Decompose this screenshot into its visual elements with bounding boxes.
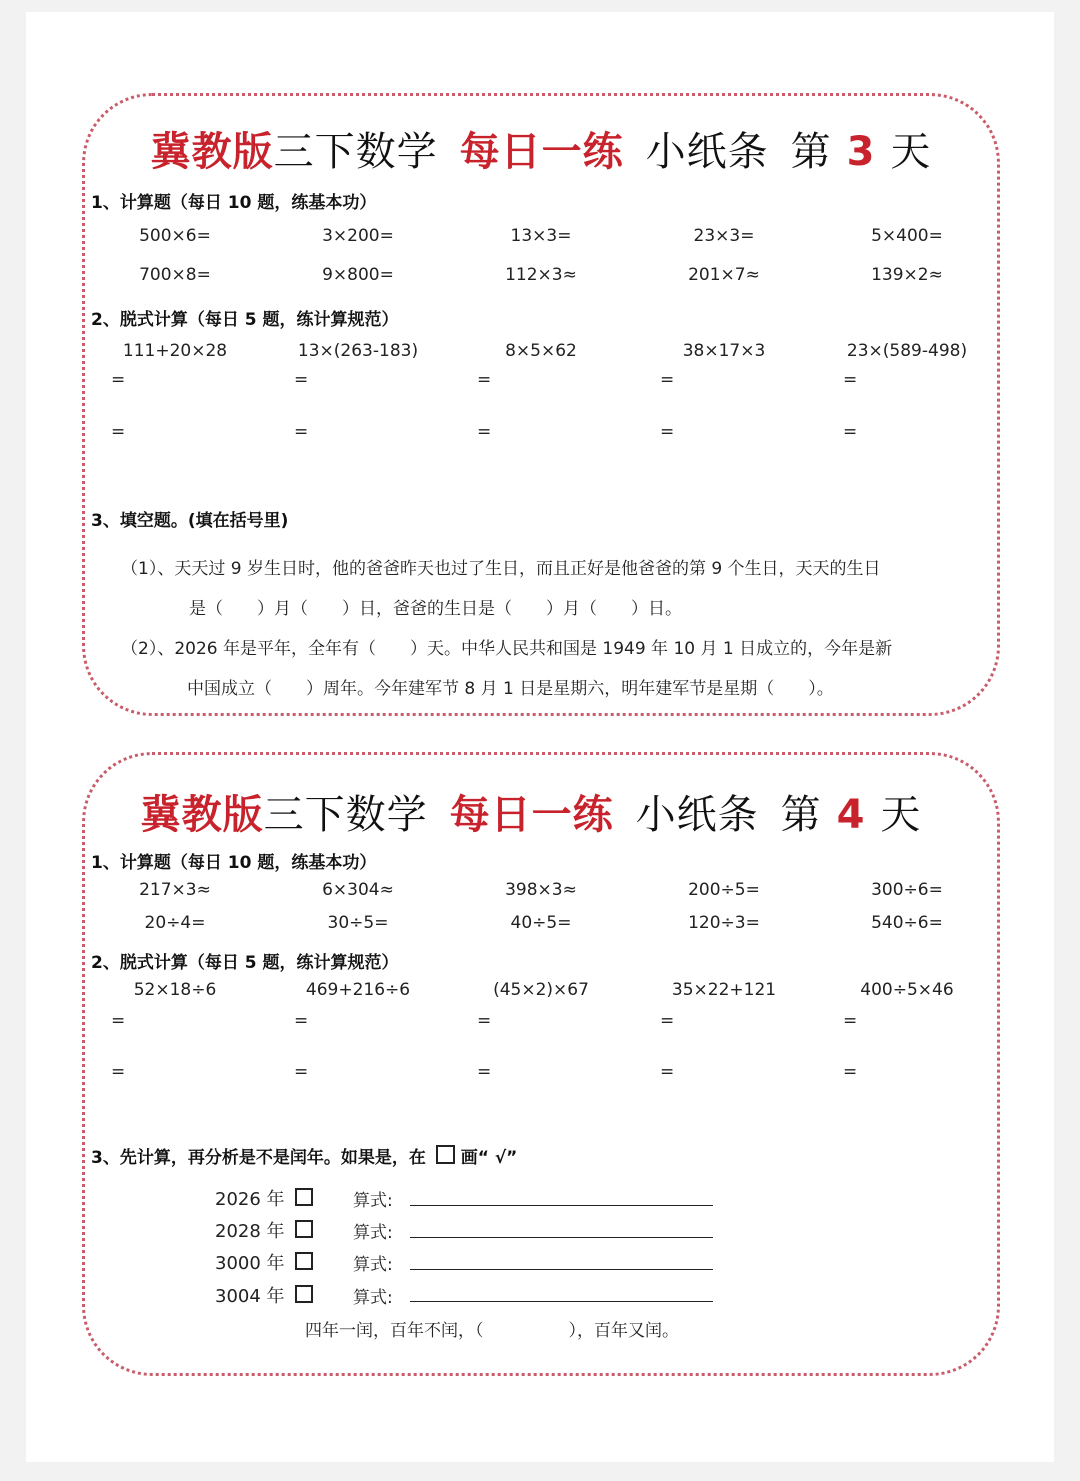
tuoshi-item: (45×2)×67: [493, 980, 589, 1000]
tuoshi-item: 8×5×62: [505, 341, 577, 361]
title-day-number: 3: [846, 129, 876, 175]
tuoshi-item: 38×17×3: [682, 341, 766, 361]
year-row: [215, 1249, 313, 1275]
section-fill-heading: 3、填空题。(填在括号里): [91, 511, 289, 531]
section-tuoshi-heading: 2、脱式计算（每日 5 题，练计算规范）: [91, 953, 399, 973]
equals-sign: =: [294, 422, 309, 442]
year-checkbox[interactable]: [295, 1220, 313, 1238]
formula-label: 算式:: [353, 1288, 393, 1308]
title-subject: 三下数学: [263, 792, 428, 838]
tuoshi-item: 111+20×28: [122, 341, 228, 361]
tuoshi-item: 35×22+121: [671, 980, 777, 1000]
calc-item: 300÷6=: [871, 880, 943, 900]
calc-item: 217×3≈: [139, 880, 211, 900]
tuoshi-item: 23×(589-498): [846, 341, 968, 361]
leapyear-rhyme: 四年一闰，百年不闰，（ ），百年又闰。: [305, 1321, 679, 1341]
equals-sign: =: [111, 1011, 126, 1031]
equals-sign: =: [660, 1062, 675, 1082]
day4-card: [82, 752, 1000, 1376]
equals-sign: =: [294, 370, 309, 390]
equals-sign: =: [111, 1062, 126, 1082]
tuoshi-item: 13×(263-183): [297, 341, 419, 361]
calc-item: 201×7≈: [688, 265, 760, 285]
year-row: [215, 1185, 313, 1211]
calc-item: 5×400=: [871, 226, 943, 246]
title-daily: 每日一练: [449, 792, 614, 838]
year-row: [215, 1282, 313, 1308]
calc-item: 540÷6=: [871, 913, 943, 933]
leapyear-instruction-tail: 画“ √”: [460, 1148, 518, 1168]
question-1-line1: （1）、天天过 9 岁生日时，他的爸爸昨天也过了生日，而且正好是他爸爸的第 9 个生日，天天的生日: [121, 559, 881, 579]
formula-answer-line[interactable]: [410, 1205, 713, 1206]
calc-item: 13×3=: [510, 226, 572, 246]
calc-item: 40÷5=: [510, 913, 572, 933]
title-tian: 天: [880, 792, 922, 838]
formula-label: 算式:: [353, 1191, 393, 1211]
equals-sign: =: [843, 1011, 858, 1031]
year-label: 3004 年: [215, 1286, 285, 1307]
title-daily: 每日一练: [459, 129, 624, 175]
equals-sign: =: [660, 422, 675, 442]
title-publisher: 冀教版: [140, 792, 264, 838]
calc-item: 398×3≈: [505, 880, 577, 900]
calc-item: 20÷4=: [144, 913, 206, 933]
section-calc-heading: 1、计算题（每日 10 题，练基本功）: [91, 853, 377, 873]
formula-label: 算式:: [353, 1255, 393, 1275]
section-leapyear-heading: [91, 1143, 517, 1168]
year-label: 2026 年: [215, 1189, 285, 1210]
calc-item: 700×8=: [139, 265, 211, 285]
equals-sign: =: [111, 370, 126, 390]
section-tuoshi-heading: 2、脱式计算（每日 5 题，练计算规范）: [91, 310, 399, 330]
equals-sign: =: [294, 1062, 309, 1082]
year-checkbox[interactable]: [295, 1285, 313, 1303]
day4-title: [65, 783, 997, 840]
title-subject: 三下数学: [273, 129, 438, 175]
equals-sign: =: [477, 1011, 492, 1031]
title-publisher: 冀教版: [150, 129, 274, 175]
tuoshi-item: 52×18÷6: [133, 980, 217, 1000]
calc-item: 9×800=: [322, 265, 394, 285]
year-label: 3000 年: [215, 1253, 285, 1274]
year-row: [215, 1217, 313, 1243]
year-checkbox[interactable]: [295, 1252, 313, 1270]
equals-sign: =: [660, 1011, 675, 1031]
equals-sign: =: [477, 1062, 492, 1082]
checkbox-icon: [436, 1145, 455, 1164]
year-label: 2028 年: [215, 1221, 285, 1242]
calc-item: 120÷3=: [688, 913, 760, 933]
formula-label: 算式:: [353, 1223, 393, 1243]
day3-card: [82, 93, 1000, 716]
calc-item: 112×3≈: [505, 265, 577, 285]
tuoshi-item: 400÷5×46: [860, 980, 954, 1000]
title-di: 第: [780, 792, 822, 838]
section-calc-heading: 1、计算题（每日 10 题，练基本功）: [91, 193, 377, 213]
formula-answer-line[interactable]: [410, 1301, 713, 1302]
title-tian: 天: [890, 129, 932, 175]
year-checkbox[interactable]: [295, 1188, 313, 1206]
equals-sign: =: [477, 422, 492, 442]
title-note: 小纸条: [635, 792, 759, 838]
title-day-number: 4: [836, 792, 866, 838]
equals-sign: =: [477, 370, 492, 390]
calc-item: 500×6=: [139, 226, 211, 246]
calc-item: 200÷5=: [688, 880, 760, 900]
equals-sign: =: [111, 422, 126, 442]
calc-item: 30÷5=: [327, 913, 389, 933]
equals-sign: =: [843, 422, 858, 442]
question-1-line2: 是（ ）月（ ）日，爸爸的生日是（ ）月（ ）日。: [189, 599, 682, 619]
calc-item: 3×200=: [322, 226, 394, 246]
calc-item: 23×3=: [693, 226, 755, 246]
formula-answer-line[interactable]: [410, 1237, 713, 1238]
equals-sign: =: [294, 1011, 309, 1031]
question-2-line2: 中国成立（ ）周年。今年建军节 8 月 1 日是星期六，明年建军节是星期（ ）。: [187, 679, 834, 699]
formula-answer-line[interactable]: [410, 1269, 713, 1270]
calc-item: 6×304≈: [322, 880, 394, 900]
question-2-line1: （2）、2026 年是平年，全年有（ ）天。中华人民共和国是 1949 年 10 月 1 日成立的，今年是新: [121, 639, 893, 659]
tuoshi-item: 469+216÷6: [305, 980, 411, 1000]
equals-sign: =: [660, 370, 675, 390]
leapyear-instruction: 3、先计算，再分析是不是闰年。如果是，在: [91, 1148, 426, 1168]
calc-item: 139×2≈: [871, 265, 943, 285]
equals-sign: =: [843, 1062, 858, 1082]
title-note: 小纸条: [645, 129, 769, 175]
equals-sign: =: [843, 370, 858, 390]
day3-title: [85, 120, 997, 177]
title-di: 第: [790, 129, 832, 175]
